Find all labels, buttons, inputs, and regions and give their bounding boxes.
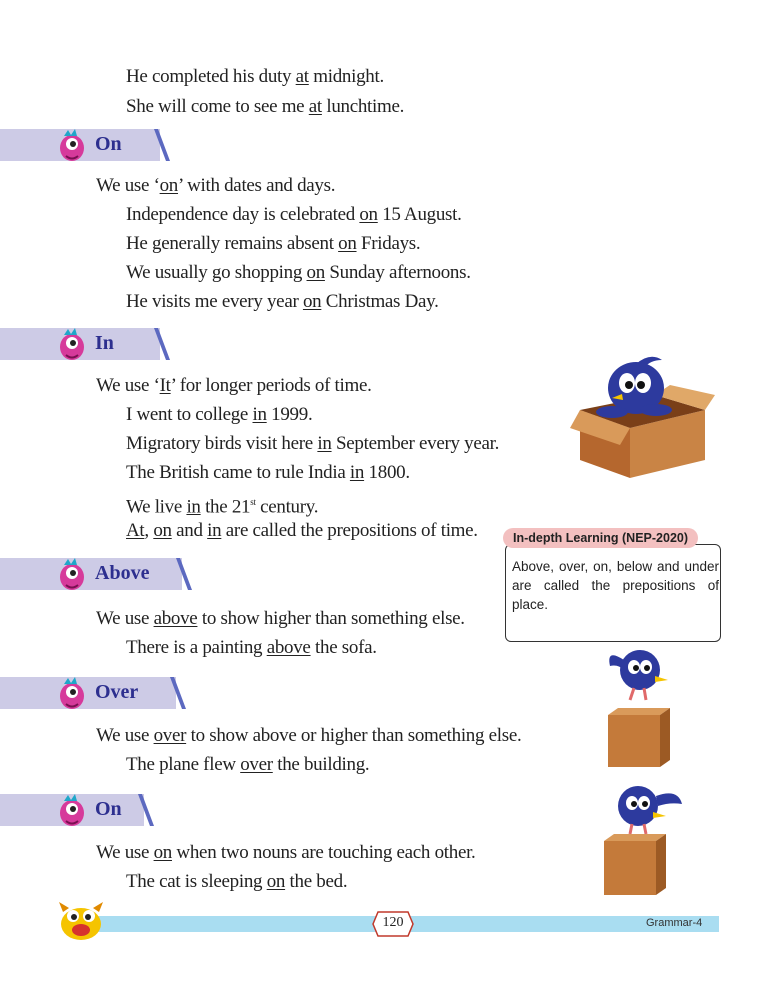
heading-label: Above [95, 562, 150, 584]
example-line: The plane flew over the building. [126, 754, 370, 775]
example-line: He generally remains absent on Fridays. [126, 233, 421, 254]
rule-on-touching: We use on when two nouns are touching each other. [96, 842, 476, 863]
bird-in-box-illustration [570, 350, 720, 480]
rule-over: We use over to show above or higher than something else. [96, 725, 522, 746]
example-line: Independence day is celebrated on 15 August. [126, 204, 462, 225]
example-line: We live in the 21st century. [126, 496, 319, 518]
heading-label: Over [95, 681, 139, 703]
example-line: He visits me every year on Christmas Day. [126, 291, 439, 312]
rule-above: We use above to show higher than something else. [96, 608, 465, 629]
example-line: The British came to rule India in 1800. [126, 462, 410, 483]
sentence-at-midnight: He completed his duty at midnight. [126, 66, 384, 87]
bird-on-box-illustration [598, 778, 688, 898]
monster-mascot-icon [52, 126, 92, 164]
example-line: We usually go shopping on Sunday afternoons. [126, 262, 471, 283]
yellow-monster-mascot-icon [55, 898, 107, 942]
nep-box-label: In-depth Learning (NEP-2020) [503, 528, 698, 548]
nep-box-text: Above, over, on, below and under are called the prepositions of place. [512, 559, 719, 612]
example-line: The cat is sleeping on the bed. [126, 871, 348, 892]
sentence-at-lunchtime: She will come to see me at lunchtime. [126, 96, 405, 117]
heading-label: On [95, 798, 122, 820]
book-title: Grammar-4 [646, 917, 703, 929]
bird-over-box-illustration [600, 640, 690, 770]
nep-box-body [505, 544, 721, 642]
monster-mascot-icon [52, 791, 92, 829]
page-number: 120 [382, 915, 404, 930]
rule-on-dates: We use ‘on’ with dates and days. [96, 175, 336, 196]
summary-prepositions-of-time: At, on and in are called the prepositions of time. [126, 520, 478, 541]
example-line: There is a painting above the sofa. [126, 637, 377, 658]
example-line: I went to college in 1999. [126, 404, 313, 425]
heading-label: In [95, 332, 114, 354]
monster-mascot-icon [52, 555, 92, 593]
page-number-badge [372, 911, 414, 937]
monster-mascot-icon [52, 674, 92, 712]
heading-label: On [95, 133, 122, 155]
monster-mascot-icon [52, 325, 92, 363]
example-line: Migratory birds visit here in September every year. [126, 433, 500, 454]
rule-in-periods: We use ‘It’ for longer periods of time. [96, 375, 372, 396]
